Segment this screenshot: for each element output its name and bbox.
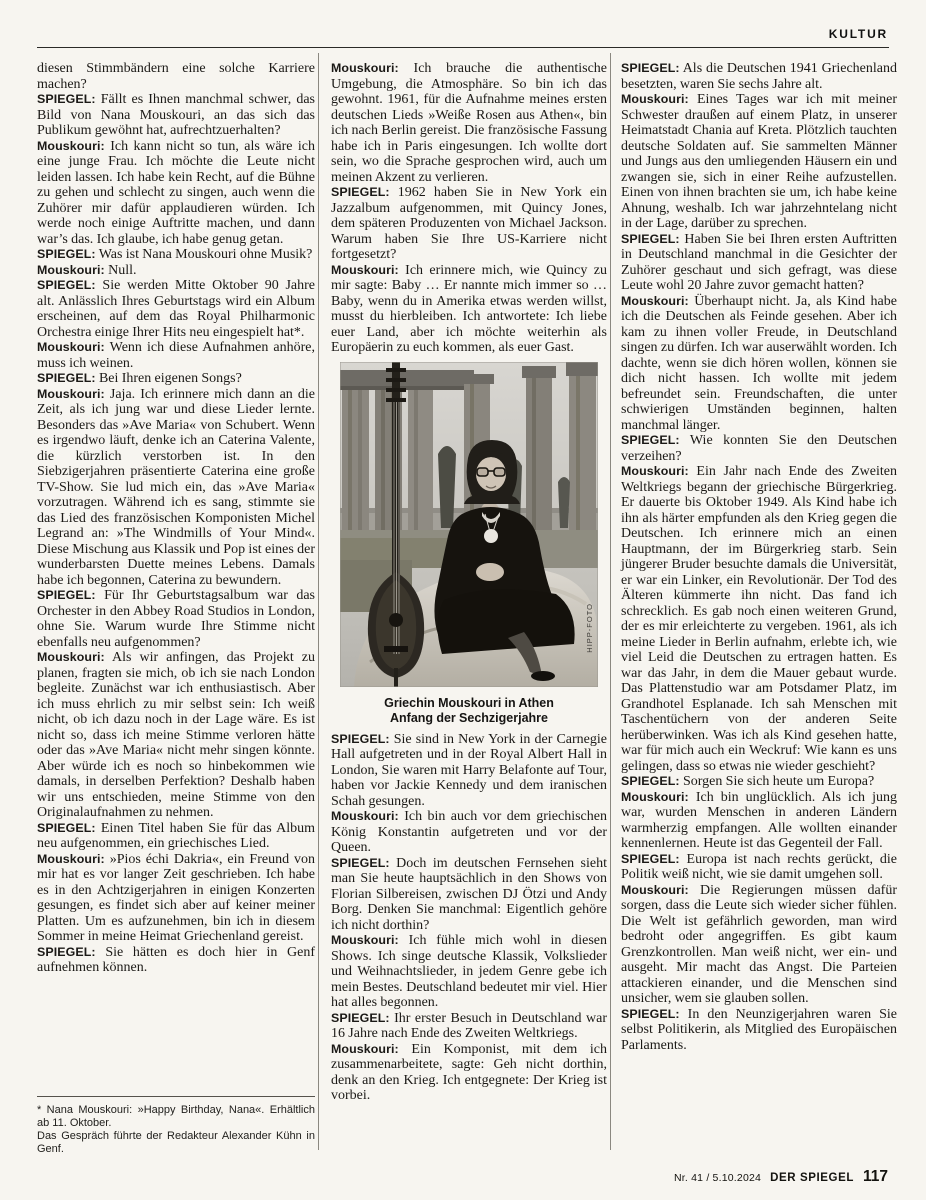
interview-paragraph: Mouskouri: »Pios échi Dakria«, ein Freund von mir hat es vor langer Zeit geschrieben. Ich habe es in den Achtzigerjahren in einigen Konzerten gesungen, es findet sich aber auf keiner meiner Platten. Um es aufzunehmen, bin ich in diesem Sommer in meine Heimat Griechenland gereist.: [37, 851, 315, 944]
interview-paragraph: SPIEGEL: Sie werden Mitte Oktober 90 Jahre alt. Anlässlich Ihres Geburtstags wird ein Album erscheinen, auf dem das Royal Philharmonic Orchestra einige Ihrer Hits neu eingespielt hat*.: [37, 278, 315, 340]
speaker-label: SPIEGEL:: [621, 851, 680, 866]
interview-paragraph: SPIEGEL: Sorgen Sie sich heute um Europa?: [621, 774, 875, 789]
photo-credit: HIPP-FOTO: [584, 602, 594, 653]
speaker-label: Mouskouri:: [37, 851, 105, 866]
interview-paragraph: Mouskouri: Überhaupt nicht. Ja, als Kind habe ich die Deutschen als Feinde gesehen. Aber ich kam zu ihnen voller Freude, in Deutschland singen zu dürfen. Ich war auserwählt worden. Ich dachte, wenn sie dich hören wollen, können sie dich nicht hassen. Ich wollte mit jedem befreundet sein. Freundschaften, die unter schwierigen Umständen beginnen, halten manchmal länger.: [621, 293, 897, 433]
article-column-3: [621, 61, 897, 1053]
speaker-label: Mouskouri:: [331, 1041, 399, 1056]
article-column-2: [331, 61, 607, 1104]
speaker-label: SPIEGEL:: [621, 1006, 680, 1021]
speaker-label: Mouskouri:: [37, 386, 105, 401]
interview-paragraph: SPIEGEL: Wie konnten Sie den Deutschen verzeihen?: [621, 433, 897, 464]
speaker-label: SPIEGEL:: [331, 1010, 390, 1025]
speaker-label: Mouskouri:: [621, 789, 689, 804]
interview-paragraph: SPIEGEL: Als die Deutschen 1941 Griechenland besetzten, waren Sie sechs Jahre alt.: [621, 61, 897, 92]
speaker-label: SPIEGEL:: [37, 247, 96, 261]
speaker-label: SPIEGEL:: [37, 944, 96, 959]
interview-paragraph: SPIEGEL: Fällt es Ihnen manchmal schwer, das Bild von Nana Mouskouri, an das sich das Publikum gewöhnt hat, aufrechtzuerhalten?: [37, 92, 315, 138]
interview-paragraph: Mouskouri: Ich kann nicht so tun, als wäre ich eine junge Frau. Ich möchte die Leute nicht leiden lassen. Ich habe kein Recht, auf die Bühne zu gehen und schlecht zu singen, auch wenn die Zuhörer mir dafür applaudieren würden. Ich werde noch einige Auftritte machen, und dann war’s das. Ich glaube, ich habe genug getan.: [37, 138, 315, 247]
interview-paragraph: Mouskouri: Als wir anfingen, das Projekt zu planen, fragten sie mich, ob ich sie nach London begleite. Zunächst war ich enthusiastisch. Aber ich muss ehrlich zu mir selbst sein: Ich weiß nicht, ob ich dazu noch in der Lage wäre. Es ist nicht so, dass ich meine Stimme verloren hätte oder das »Ave Maria« nicht mehr singen könnte. Aber würde ich es noch so hinbekommen wie damals, in derselben Perfektion? Deshalb haben wir uns entschieden, meine Stimme von den Originalaufnahmen zu nehmen.: [37, 650, 315, 820]
mouskouri-photo: [340, 362, 598, 687]
interview-paragraph: Mouskouri: Null.: [37, 262, 137, 278]
photo-figure: [331, 362, 607, 726]
issue-date: Nr. 41 / 5.10.2024: [673, 1172, 762, 1184]
speaker-label: Mouskouri:: [37, 262, 105, 277]
interview-paragraph: Mouskouri: Ich bin auch vor dem griechischen König Konstantin aufgetreten und vor der Queen.: [331, 809, 607, 855]
interview-paragraph: SPIEGEL: Europa ist nach rechts gerückt, die Politik weiß nicht, wie sie damit umgehen soll.: [621, 851, 897, 882]
speaker-label: Mouskouri:: [331, 61, 399, 75]
interview-paragraph: Mouskouri: Ich fühle mich wohl in diesen Shows. Ich singe deutsche Klassik, Volkslieder und Weihnachtslieder, in jedem Genre gebe ich mein Bestes. Deutschland bedeutet mir viel. Hier hat alles begonnen.: [331, 933, 607, 1010]
footnote: [37, 1096, 315, 1200]
interview-paragraph: Mouskouri: Ich erinnere mich, wie Quincy zu mir sagte: Baby … Er nannte mich immer so … Baby, wenn du in Amerika etwas werden willst, musst du hierbleiben. Ich antwortete: Ich liebe euer Land, aber ich möchte weiterhin als Europäerin zu euch kommen, als euer Gast.: [331, 262, 607, 355]
speaker-label: Mouskouri:: [331, 809, 399, 823]
speaker-label: SPIEGEL:: [37, 820, 96, 835]
interview-paragraph: SPIEGEL: Was ist Nana Mouskouri ohne Musik?: [37, 247, 313, 262]
article-column-1: [37, 61, 315, 976]
caption-line-1: Griechin Mouskouri in Athen: [384, 695, 554, 710]
speaker-label: Mouskouri:: [37, 138, 105, 153]
interview-paragraph: SPIEGEL: Haben Sie bei Ihren ersten Auftritten in Deutschland manchmal in die Gesichter der Zuhörer geschaut und sich gefragt, was diese Leute wohl 20 Jahre zuvor gemacht hatten?: [621, 231, 897, 293]
page-footer: [674, 1168, 888, 1186]
interview-paragraph: Mouskouri: Ein Jahr nach Ende des Zweiten Weltkriegs begann der griechische Bürgerkrieg. Er dauerte bis Oktober 1949. Als Kind habe ich ihn als härter empfunden als den Krieg gegen die Deutschen. Ich erinnere mich an einen Hauptmann, der im Bürgerkrieg starb. Sein jüngerer Bruder besuchte damals die Universität, er war ein Linker, ein Revolutionär. Der Tod des Älteren kümmerte ihn nicht. Das fand ich schrecklich. Es gab noch einen weiteren Grund, der es mir erleichterte zu vergeben. 1961, als ich meine Lieder in Berlin aufnahm, erlebte ich, wie viel Leid die Deutschen zu ertragen hatten. Es war das Jahr, in dem die Mauer gebaut wurde. Das Plattenstudio war am Potsdamer Platz, im Grandhotel Esplanade. Ich sah Menschen mit Taschentüchern von der anderen Seite herüberwinken. Was ich als Kind gesehen hatte, war für mich auch ein Weckruf: Wie kann es uns gelingen, dass so etwas nie wieder geschieht?: [621, 464, 897, 774]
interview-paragraph: Mouskouri: Ich brauche die authentische Umgebung, die Atmosphäre. So bin ich das gewohnt. 1961, für die Aufnahme meines ersten deutschen Lieds »Weiße Rosen aus Athen«, bin ich nach Berlin gereist. Die französische Fassung habe ich in Paris eingesungen. Ich wollte dort sein, wo die Sprache gesprochen wird, auch um meinen Akzent zu verlieren.: [331, 61, 607, 185]
interview-paragraph: diesen Stimmbändern eine solche Karriere machen?: [37, 61, 315, 92]
interview-paragraph: SPIEGEL: Für Ihr Geburtstagsalbum war das Orchester in den Abbey Road Studios in London, ohne Sie. Warum wurde Ihre Stimme nicht ebenfalls neu aufgenommen?: [37, 588, 315, 650]
speaker-label: SPIEGEL:: [37, 278, 96, 292]
interview-paragraph: SPIEGEL: In den Neunzigerjahren waren Sie selbst Politikerin, als Mitglied des Europäischen Parlaments.: [621, 1006, 897, 1053]
speaker-label: SPIEGEL:: [331, 731, 390, 746]
header-rule: [37, 47, 889, 48]
speaker-label: SPIEGEL:: [37, 371, 96, 385]
column-divider-right: [610, 53, 611, 1150]
interview-paragraph: Mouskouri: Die Regierungen müssen dafür sorgen, dass die Leute sich wieder sicher fühlen. Die Welt ist gefährlich geworden, man wird bedroht oder angegriffen. Es gibt kaum Grenzkontrollen. Man weiß nicht, wer ein- und ausgeht. Mir macht das Angst. Die Parteien attackieren einander, und die Menschen sind unsicher, wem sie glauben sollen.: [621, 882, 897, 1006]
interview-paragraph: Mouskouri: Wenn ich diese Aufnahmen anhöre, muss ich weinen.: [37, 340, 315, 371]
interview-paragraph: SPIEGEL: Doch im deutschen Fernsehen sieht man Sie heute hauptsächlich in den Shows von Florian Silbereisen, zwischen DJ Ötzi und Andy Borg. Denken Sie manchmal: Eigentlich gehöre ich nicht dorthin?: [331, 855, 607, 933]
column-divider-left: [318, 53, 319, 1150]
interview-paragraph: SPIEGEL: 1962 haben Sie in New York ein Jazzalbum aufgenommen, mit Quincy Jones, dem späteren Produzenten von Michael Jackson. Warum haben Sie Ihre US-Karriere nicht fortgesetzt?: [331, 185, 607, 262]
speaker-label: Mouskouri:: [37, 650, 105, 664]
interview-paragraph: SPIEGEL: Bei Ihren eigenen Songs?: [37, 371, 242, 386]
speaker-label: Mouskouri:: [621, 464, 689, 478]
speaker-label: SPIEGEL:: [37, 92, 96, 106]
interview-paragraph: SPIEGEL: Sie hätten es doch hier in Genf aufnehmen können.: [37, 944, 315, 975]
speaker-label: Mouskouri:: [621, 882, 689, 897]
speaker-label: Mouskouri:: [621, 293, 689, 308]
photo-illustration: [340, 362, 598, 687]
speaker-label: SPIEGEL:: [621, 61, 680, 75]
interview-paragraph: SPIEGEL: Ihr erster Besuch in Deutschland war 16 Jahre nach Ende des Zweiten Weltkriegs.: [331, 1010, 607, 1041]
interview-paragraph: Mouskouri: Ich bin unglücklich. Als ich jung war, wurden Menschen in anderen Ländern warmherzig empfangen. Alle wollten einander kennenlernen. Heute ist das Gegenteil der Fall.: [621, 789, 897, 851]
speaker-label: SPIEGEL:: [331, 855, 390, 870]
interview-paragraph: SPIEGEL: Sie sind in New York in der Carnegie Hall aufgetreten und in der Royal Albert Hall in London, Sie waren mit Harry Belafonte auf Tour, haben vor Jackie Kennedy und dem iranischen Schah gesungen.: [331, 731, 607, 809]
page-number: 117: [862, 1168, 888, 1185]
speaker-label: SPIEGEL:: [37, 588, 96, 602]
footnote-album-note: * Nana Mouskouri: »Happy Birthday, Nana«. Erhältlich ab 11. Oktober.: [37, 1104, 315, 1129]
speaker-label: SPIEGEL:: [621, 774, 680, 788]
speaker-label: SPIEGEL:: [331, 185, 390, 199]
speaker-label: SPIEGEL:: [621, 433, 680, 447]
speaker-label: Mouskouri:: [331, 933, 399, 947]
caption-line-2: Anfang der Sechzigerjahre: [390, 710, 548, 725]
interview-paragraph: Mouskouri: Jaja. Ich erinnere mich dann an die Zeit, als ich jung war und diese Lieder lernte. Besonders das »Ave Maria« von Schubert. Wenn es irgendwo läuft, denke ich an Caterina Valente, die kürzlich verstorben ist. In den Siebzigerjahren präsentierte Caterina eine große TV-Show. Sie lud mich ein, das »Ave Maria« vorzutragen. Während ich es sang, stimmte sie das Lied des französischen Komponisten Michel Legrand an: »The Windmills of Your Mind«. Diese Mischung aus Klassik und Pop ist eines der wunderbarsten Duette meines Lebens. Damals habe ich begonnen, Caterina zu bewundern.: [37, 386, 315, 588]
interview-paragraph: SPIEGEL: Einen Titel haben Sie für das Album neu aufgenommen, ein griechisches Lied.: [37, 820, 315, 851]
speaker-label: Mouskouri:: [331, 262, 399, 277]
magazine-brand: DER SPIEGEL: [770, 1172, 854, 1184]
photo-caption: [331, 696, 607, 726]
speaker-label: Mouskouri:: [621, 92, 689, 106]
interview-paragraph: Mouskouri: Eines Tages war ich mit meiner Schwester draußen auf einem Platz, in unserer Heimatstadt Chania auf Kreta. Plötzlich tauchten deutsche Soldaten auf. Sie sammelten Männer und Jungs aus den umliegenden Häusern ein und zwangen sie, sich in einer Reihe aufzustellen. Einen von ihnen brachten sie um, ich habe keine Ahnung, weshalb. Ich war jahrzehntelang nicht in der Lage, darüber zu sprechen.: [621, 92, 897, 231]
footnote-interviewer-note: Das Gespräch führte der Redakteur Alexander Kühn in Genf.: [37, 1130, 315, 1155]
speaker-label: Mouskouri:: [37, 340, 105, 354]
interview-paragraph: Mouskouri: Ein Komponist, mit dem ich zusammenarbeitete, sagte: Geh nicht dorthin, denk an den Krieg. Ich entgegnete: Der Krieg ist vorbei.: [331, 1041, 607, 1103]
section-label: KULTUR: [828, 27, 888, 41]
speaker-label: SPIEGEL:: [621, 231, 680, 246]
